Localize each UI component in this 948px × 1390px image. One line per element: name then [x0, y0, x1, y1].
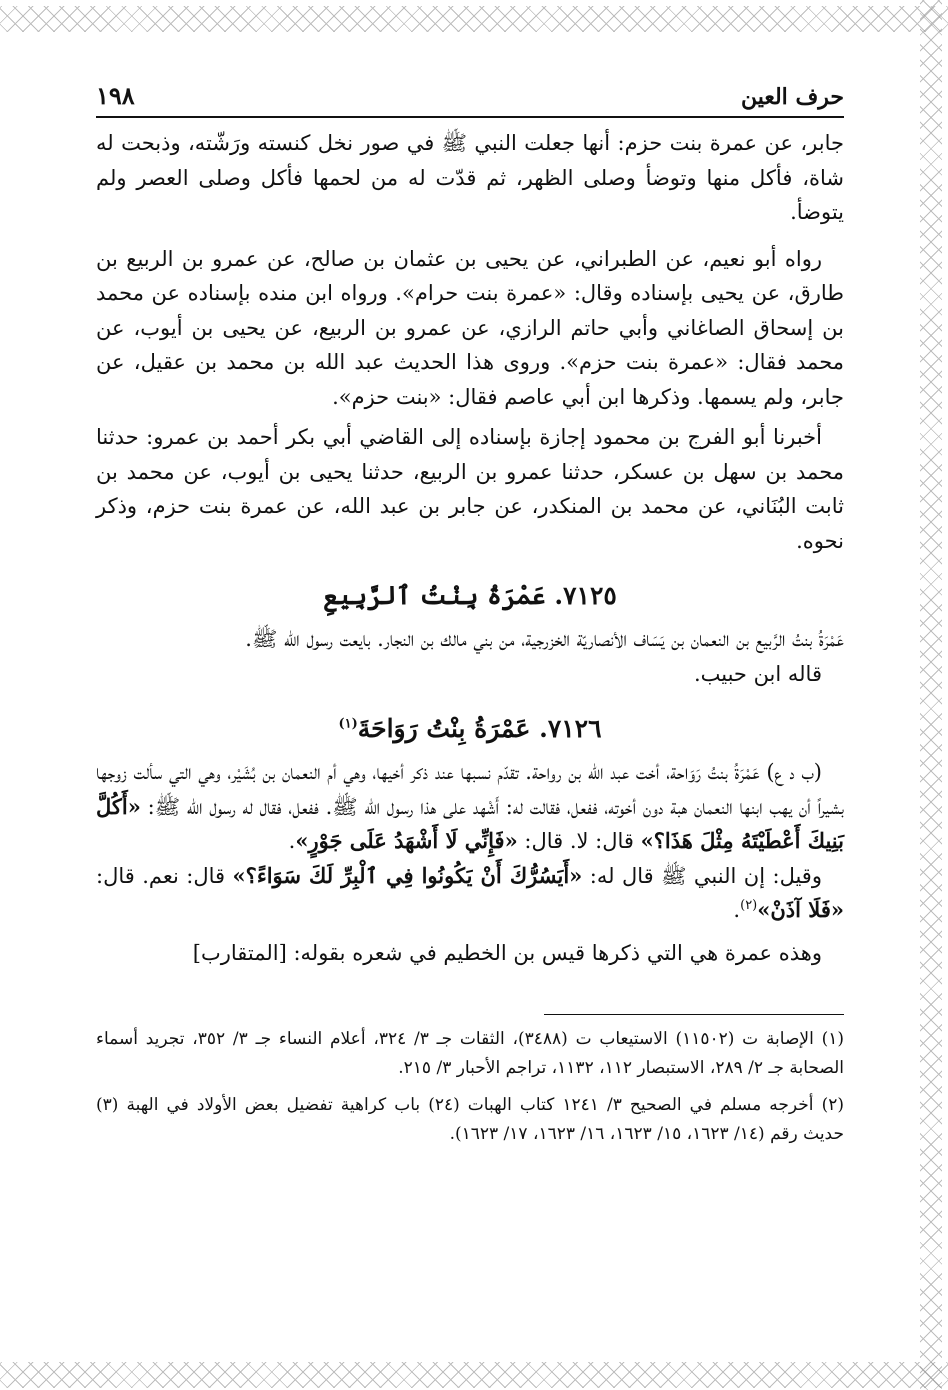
entry-7126-paragraph-3: وهذه عمرة هي التي ذكرها قيس بن الخطيم في شعره بقوله: [المتقارب]: [192, 940, 822, 965]
footnote-2: (٢) أخرجه مسلم في الصحيح ٣/ ١٢٤١ كتاب الهبات (٢٤) باب كراهية تفضيل بعض الأولاد في الهبة (٣) حديث رقم (١٤/ ١٦٢٣، ١٥/ ١٦٢٣، ١٦/ ١٦٢٣، ١٧/ ١٦٢٣).: [96, 1095, 844, 1144]
footnote-ref-2: (٢): [740, 898, 758, 913]
paragraph-isnad-2: أخبرنا أبو الفرج بن محمود إجازة بإسناده إلى القاضي أبي بكر أحمد بن عمرو: حدثنا محمد بن سهل بن عسكر، حدثنا عمرو بن الربيع، حدثنا يحيى بن أيوب، عن محمد بن ثابت البُنَاني، عن محمد بن المنكدر، عن جابر بن عبد الله، عن عمرة بنت حزم، وذكر نحوه.: [96, 425, 844, 553]
decorative-border-bottom: [0, 1362, 948, 1388]
paragraph-isnad-1: رواه أبو نعيم، عن الطبراني، عن يحيى بن عثمان بن صالح، عن عمرو بن الربيع بن طارق، عن يحيى بإسناده وقال: «عمرة بنت حرام». ورواه ابن منده بإسناده عن محمد بن إسحاق الصاغاني وأبي حاتم الرازي، عن عمرو بن الربيع، عن يحيى بن أيوب، عن محمد فقال: «عمرة بنت حزم». وروى هذا الحديث عبد الله بن محمد بن عقيل، عن جابر، ولم يسمها. وذكرها ابن أبي عاصم فقال: «بنت حزم».: [96, 246, 844, 409]
book-page: [96, 70, 844, 1149]
footnote-separator: [544, 1014, 844, 1015]
entry-7125-title: ٧١٢٥. عَمْرَةُ بِنْتُ ٱلرَّبِيعِ: [323, 581, 617, 610]
paragraph-hadith-text: جابر، عن عمرة بنت حزم: أنها جعلت النبي ﷺ في صور نخل كنسته ورَشّته، وذبحت له شاة، فأكل منها وتوضأ وصلى الظهر، ثم قدّت له من لحمها فأكل وصلى العصر ولم يتوضأ.: [96, 131, 844, 224]
entry-7126-title: ٧١٢٦. عَمْرَةُ بِنْتُ رَوَاحَةَ: [357, 714, 602, 743]
entry-7126-heading: [96, 709, 844, 749]
entry-7126-text2-end: .: [733, 898, 741, 922]
entry-7126-text-end: .: [288, 829, 296, 853]
page-number: ١٩٨: [96, 81, 135, 110]
entry-7125-source: قاله ابن حبيب.: [693, 661, 822, 686]
page-header: [96, 70, 844, 118]
hadith-quote-1: «أَكُلَّ بَنِيكَ أَعْطَيْتَهُ مِثْلَ هَذَا؟»: [96, 793, 844, 853]
decorative-border-top: [0, 6, 948, 32]
hadith-quote-2: «فَإِنِّي لَا أَشْهَدُ عَلَى جَوْرٍ»: [295, 828, 518, 853]
entry-7126-paragraph-1: [96, 755, 844, 859]
entry-7126-text2-lead: وقيل: إن النبي ﷺ قال له:: [582, 863, 822, 888]
hadith-quote-3: «أَيَسُرُّكَ أَنْ يَكُونُوا فِي ٱلْبِرِّ لَكَ سَوَاءً؟»: [232, 862, 583, 888]
footnote-ref-1: (١): [338, 716, 358, 732]
entry-7126-text-mid: قال: لا. قال:: [517, 829, 641, 853]
entry-7126-paragraph-2: [96, 859, 844, 928]
decorative-border-right: [920, 0, 942, 1390]
entry-7126-text2-mid: قال: نعم. قال:: [96, 863, 233, 888]
footnote-1: (١) الإصابة ت (١١٥٠٢) الاستيعاب ت (٣٤٨٨)، الثقات جـ ٣/ ٣٢٤، أعلام النساء جـ ٣/ ٣٥٢، تجريد أسماء الصحابة جـ ٢/ ٢٨٩، الاستبصار ١١٢، ١١٣٢، تراجم الأحبار ٣/ ٢١٥.: [96, 1029, 845, 1078]
hadith-quote-4: «فَلَا آذَنْ»: [757, 897, 844, 922]
entry-7125-text: عَمْرَةُ بنتُ الرَّبيع بن النعمان بن يَسَاف الأنصاريّة الخزرجية، من بني مالك بن النجار. بايعت رسول الله ﷺ.: [245, 627, 844, 651]
entry-7126-text-lead: (ب د ع) عَمْرَةُ بنتُ رَوَاحة، أخت عبد الله بن رواحة. تقدّم نسبها عند ذكر أخيها، وهي أم النعمان بن بُشَيْر، وهي التي سألت زوجها بشيراً أن يهب ابنها النعمان هبة دون أخوته، ففعل، فقالت له: أَشْهد على هذا رسول الله ﷺ. ففعل، فقال له رسول الله ﷺ:: [96, 760, 844, 819]
running-title: حرف العين: [740, 84, 844, 110]
